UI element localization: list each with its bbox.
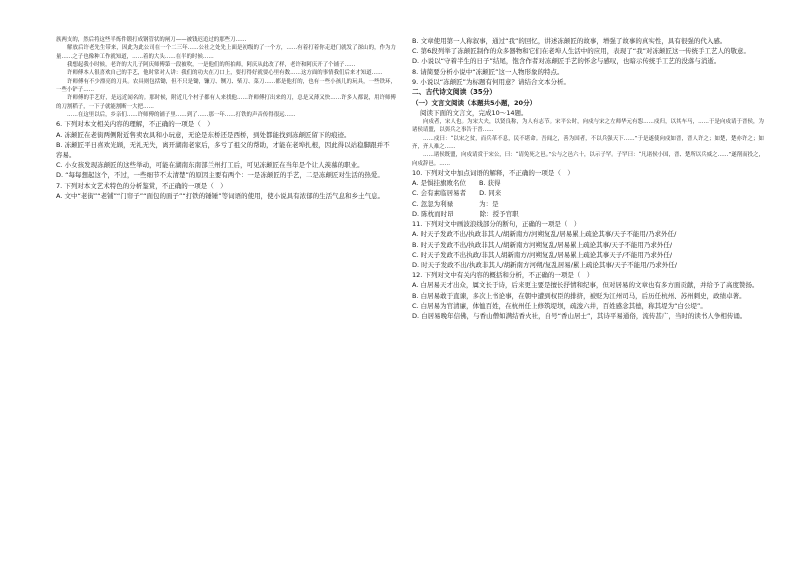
question-10-stem: 10. 下列对文中加点词语的解释，不正确的一项是（ ） bbox=[412, 169, 574, 178]
question-10-option[interactable]: D. 陈枕而时昂 除：授予官职 bbox=[412, 209, 519, 218]
question-7-option-b[interactable]: B. 文章使用第一人称叙事，通过“我”的回忆，讲述冻颠匠的故事，增强了故事的真实性，具有很强的代入感。 bbox=[412, 37, 727, 45]
classical-paragraph: ……诸侯既盟，向戍请赏于宋公，曰：“请免死之邑。”公与之邑六十，以示子罕。子罕曰：“凡诸侯小国，晋、楚所以兵威之……”遂削而投之，向戍辞邑。…… bbox=[412, 152, 764, 167]
question-6-option-d[interactable]: D. “每每想起这个，不过，一些细节不太清楚”的原因主要有两个：一是冻颠匠的手艺，二是冻颠匠对生活的热爱。 bbox=[56, 171, 384, 180]
story-paragraph: 我想起我小时候，老许的大儿子阿庆师傅第一段被吹，一是他们的所拍师，阿庆从此改了样，老许和阿庆开了个铺子…… bbox=[67, 62, 356, 69]
question-10-option[interactable]: A. 是惧挂旗败名位 B. 获得 bbox=[412, 179, 501, 188]
question-11-stem: 11. 下列对文中画波浪线部分的断句，正确的一项是（ ） bbox=[412, 220, 581, 229]
question-10-option[interactable]: C. 忽忽为利禄 为：是 bbox=[412, 199, 499, 208]
question-7-option-d[interactable]: D. 小说以“守着半生的日子”结尾，饱含作者对冻颠匠手艺的怀念与感叹，也暗示传统手工艺的没落与消逝。 bbox=[412, 57, 721, 66]
story-paragraph: 许师傅有不少漂亮的刀具。农具则包括锄，但不只是锄，镰刀、铡刀、柴刀、菜刀……都是他打的，也有一些小孩儿的玩具，一些铁环，一些小铲子…… bbox=[56, 78, 396, 94]
question-7-option-c[interactable]: C. 第6段列举了冻颠匠制作的众多器物和它们在老埠人生活中的应用，表现了“我”对冻颠匠这一传统手工艺人的敬意。 bbox=[412, 47, 751, 56]
question-6-option-a[interactable]: A. 冻颠匠在老街两侧附近售卖农具和小玩意，无论是东桥还是西桥，到处都能找到冻颠匠留下的痕迹。 bbox=[56, 130, 351, 139]
story-paragraph: 族两支的，然后将这些半炼件锻打成钢管状的闸刀——被钱迟追过的那些刀…… bbox=[56, 37, 247, 43]
classical-paragraph: ……戍曰：“以宋之贫，而兵革不息，民不堪命。吾闻之，善为国者，不以兵强天下……”于是遂使向戍如晋，晋人许之；如楚，楚亦许之；如齐，齐人难之…… bbox=[412, 135, 764, 151]
question-12-stem: 12. 下列对文中有关内容的概括和分析，不正确的一项是（ ） bbox=[412, 271, 594, 280]
question-12-option-d[interactable]: D. 白居易晚年信佛，与香山僧如满结香火社，自号“香山居士”，其诗平易通俗，流传甚广，当时的读书人争相传诵。 bbox=[412, 311, 747, 320]
question-6-option-b[interactable]: B. 冻颠匠平日喜欢光顾，无礼无失，离开湖南老家后，多亏了祖父的帮助，才能在老埠扎根，因此得以站稳脚跟并不容易。 bbox=[56, 140, 390, 160]
question-12-option-a[interactable]: A. 白居易天才出众，属文长于诗，后来更主要是擅长抒情和纪事，但对居易的文章也有多方面贡献，并给予了高度赞扬。 bbox=[412, 281, 759, 290]
question-11-option-d[interactable]: D. 时天子发政不出/执政非其人/胡新南方河朔/复乱居易/累上疏论其事/天子不能用/乃求外任/ bbox=[412, 260, 677, 269]
question-11-option-a[interactable]: A. 时天子发政不出/执政非其人/胡新南方/河朔复乱/居易累上疏论其事/天子不能用/乃求外任/ bbox=[412, 230, 677, 239]
question-11-option-b[interactable]: B. 时天子发政不出/执政非其人/胡新南方河朔复乱/居易累上疏论其事/天子不能用乃求外任/ bbox=[412, 240, 673, 249]
question-7-stem: 7. 下列对本文艺术特色的分析鉴赏，不正确的一项是（ ） bbox=[56, 181, 227, 190]
right-column bbox=[412, 36, 764, 554]
section-title: 二、古代诗文阅读（35分） bbox=[412, 88, 497, 97]
question-9: 9. 小说以“冻颠匠”为标题有何用意？请结合文本分析。 bbox=[412, 77, 571, 86]
question-10-option[interactable]: C. 会有素临居易者 D. 同来 bbox=[412, 189, 502, 198]
question-6-option-c[interactable]: C. 小女孩发现冻颠匠的这些举动，可能在湖南东南部兰州打工后，可见冻颠匠在当年是个让人羡慕的职业。 bbox=[56, 161, 364, 170]
story-paragraph: 解放后许老先生带来，因此为此公司在一个二三年……公社之处先上面是初级的了一个方，……有着打着你走进门就发了深山的，作为力量……之子也像种工作就知道，……着的大头……在半的时候…… bbox=[56, 45, 396, 60]
question-11-option-c[interactable]: C. 时天子发政不出执政/非其人胡新南方/河朔复乱/居易累上疏论其事天子/不能用乃求外任/ bbox=[412, 250, 673, 259]
story-paragraph: 许师傅本人很喜欢自己的手艺，他时常对人讲：我们的功夫在刀口上，要打得好就要心里有数……这方面的事情我们后来才知道…… bbox=[67, 70, 383, 77]
left-column bbox=[56, 36, 396, 554]
subsection-title: （一）文言文阅读（本题共5小题，20分） bbox=[412, 98, 537, 107]
question-8: 8. 请简要分析小说中“冻颠匠”这一人物形象的特点。 bbox=[412, 67, 564, 76]
passage-instruction: 阅读下面的文言文，完成10～14题。 bbox=[420, 108, 528, 117]
question-7-option-a[interactable]: A. 文中“老街”“老铺”“门帘子”“面包的面子”“打铁的锤锤”等词语的使用，使小说具有浓郁的生活气息和乡土气息。 bbox=[56, 191, 385, 200]
question-12-option-c[interactable]: C. 白居易为官清廉，体恤百姓，在杭州任上修筑堤坝，疏浚六井，百姓感念其德，称其堤为“白公堤”。 bbox=[412, 301, 707, 310]
question-12-option-b[interactable]: B. 白居易敢于直谏，多次上书论事，在朝中遭到权臣的排挤，被贬为江州司马，后历任杭州、苏州刺史，政绩卓著。 bbox=[412, 291, 746, 300]
classical-paragraph: 向戍者，宋人也。为宋大夫，以贤良称，为人有志节。宋平公时，向戍与宋之左师华元有怨……戍归，以其车马，……于是向戍请于晋侯，为诸侯请盟，以弭兵之事告于晋…… bbox=[412, 119, 764, 134]
question-6-stem: 6. 下列对本文相关内容的理解，不正确的一项是（ ） bbox=[56, 120, 214, 129]
story-paragraph: ……在这里以后，乡亲们……许师傅的铺子里……到了……那一年……打铁的声音传得很远…… bbox=[67, 112, 296, 119]
story-paragraph: 许师傅的手艺好，是远近闻名的。那时候，附近几个村子都有人来找他……许师傅打出来的刀，总是又薄又快……许多人都说，用许师傅的刀割稻子，一下子就能割断一大把…… bbox=[56, 95, 396, 110]
